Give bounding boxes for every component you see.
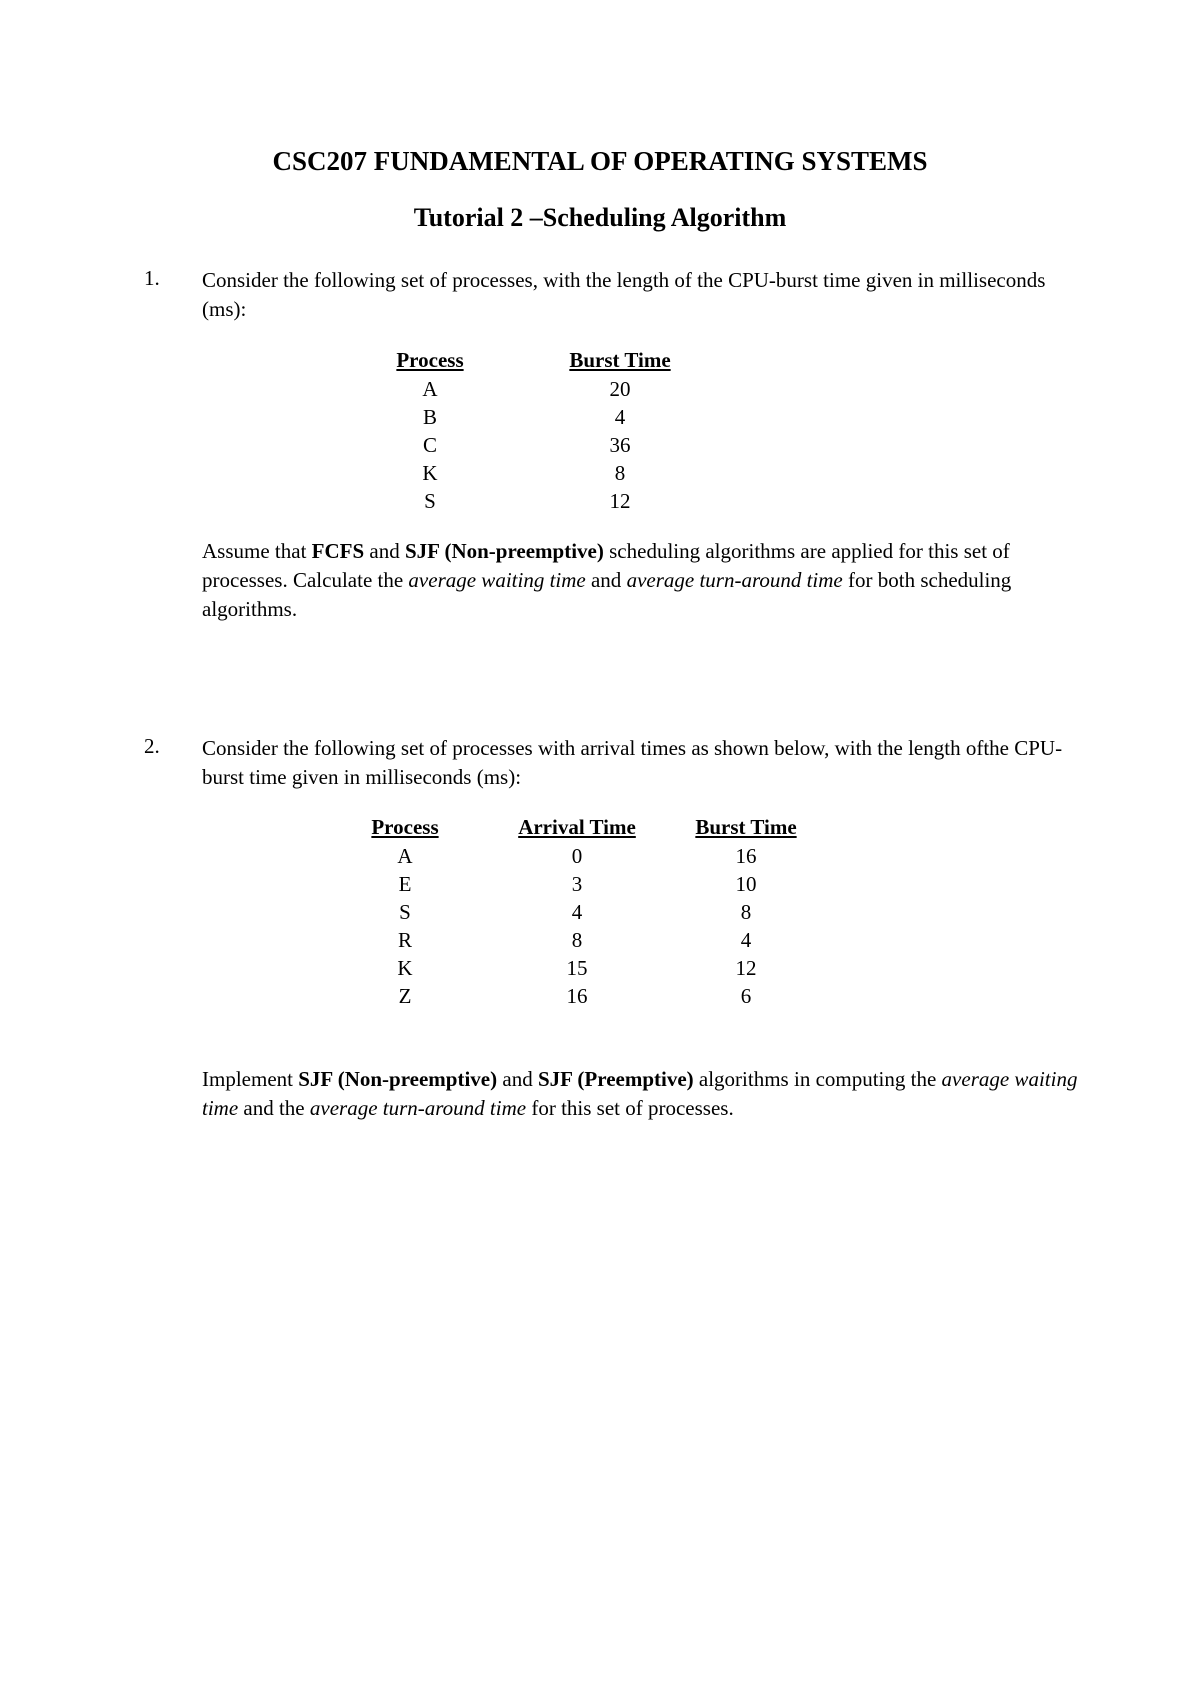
document-title: CSC207 FUNDAMENTAL OF OPERATING SYSTEMS — [272, 146, 928, 176]
algorithm-name: SJF (Non-preemptive) — [404, 539, 604, 563]
text-run: Assume that — [202, 539, 312, 563]
metric-term: average turn-around time — [309, 1096, 527, 1120]
cell-burst-time: 8 — [740, 899, 752, 924]
cell-burst-time: 12 — [735, 955, 757, 980]
cell-process: K — [422, 460, 438, 485]
cell-burst-time: 6 — [740, 983, 752, 1008]
table-header-row — [375, 345, 680, 375]
column-header-process: Process — [396, 347, 464, 372]
question-2-intro: Consider the following set of processes with arrival times as shown below, with the length ofthe CPU-burst time given in milliseconds (ms): — [202, 736, 1063, 789]
question-1-number: 1. — [144, 266, 160, 290]
cell-burst-time: 36 — [609, 432, 631, 457]
column-header-process: Process — [371, 814, 439, 839]
cell-arrival-time: 4 — [571, 899, 583, 924]
table-row — [355, 926, 811, 954]
table-row — [355, 842, 811, 870]
table-row — [375, 487, 680, 515]
text-run: and — [497, 1067, 538, 1091]
algorithm-name: SJF (Non-preemptive) — [298, 1067, 498, 1091]
text-run: scheduling algorithms are applied for this set of processes. Calculate the — [202, 539, 1010, 592]
cell-burst-time: 20 — [609, 376, 631, 401]
cell-process: R — [397, 927, 412, 952]
cell-process: C — [422, 432, 437, 457]
cell-burst-time: 8 — [614, 460, 626, 485]
question-1-instructions — [202, 537, 1082, 624]
column-header-burst-time: Burst Time — [695, 814, 797, 839]
question-2-instructions — [202, 1065, 1082, 1123]
metric-term: average waiting time — [408, 568, 586, 592]
cell-burst-time: 16 — [735, 843, 757, 868]
cell-arrival-time: 3 — [571, 871, 583, 896]
metric-term: average turn-around time — [626, 568, 843, 592]
cell-burst-time: 4 — [614, 404, 626, 429]
table-row — [375, 459, 680, 487]
algorithm-name: FCFS — [311, 539, 365, 563]
table-row — [375, 403, 680, 431]
cell-burst-time: 10 — [735, 871, 757, 896]
text-run: and — [585, 568, 627, 592]
text-run: for this set of processes. — [526, 1096, 734, 1120]
cell-arrival-time: 0 — [571, 843, 583, 868]
cell-process: K — [397, 955, 413, 980]
text-run: algorithms in computing the — [693, 1067, 942, 1091]
column-header-burst-time: Burst Time — [569, 347, 671, 372]
cell-arrival-time: 15 — [566, 955, 588, 980]
table-row — [355, 870, 811, 898]
process-table-2 — [355, 812, 811, 1010]
text-run: for both scheduling algorithms. — [202, 568, 1012, 621]
cell-process: A — [397, 843, 413, 868]
table-row — [355, 898, 811, 926]
question-1-intro: Consider the following set of processes, with the length of the CPU-burst time given in milliseconds (ms): — [202, 268, 1046, 321]
text-run: Implement — [202, 1067, 299, 1091]
cell-burst-time: 12 — [609, 488, 631, 513]
question-2-number: 2. — [144, 734, 160, 758]
cell-process: A — [422, 376, 438, 401]
process-table-1 — [375, 345, 680, 515]
cell-process: E — [398, 871, 412, 896]
cell-process: B — [422, 404, 437, 429]
table-row — [375, 431, 680, 459]
cell-arrival-time: 16 — [566, 983, 588, 1008]
document-subtitle: Tutorial 2 –Scheduling Algorithm — [413, 203, 787, 232]
table-row — [375, 375, 680, 403]
table-header-row — [355, 812, 811, 842]
table-row — [355, 954, 811, 982]
cell-arrival-time: 8 — [571, 927, 583, 952]
column-header-arrival-time: Arrival Time — [518, 814, 636, 839]
cell-process: S — [424, 488, 436, 513]
cell-process: Z — [398, 983, 412, 1008]
algorithm-name: SJF (Preemptive) — [537, 1067, 694, 1091]
cell-burst-time: 4 — [740, 927, 752, 952]
table-row — [355, 982, 811, 1010]
text-run: and — [364, 539, 405, 563]
text-run: and the — [238, 1096, 310, 1120]
cell-process: S — [399, 899, 411, 924]
metric-term: average waiting time — [202, 1067, 1078, 1120]
